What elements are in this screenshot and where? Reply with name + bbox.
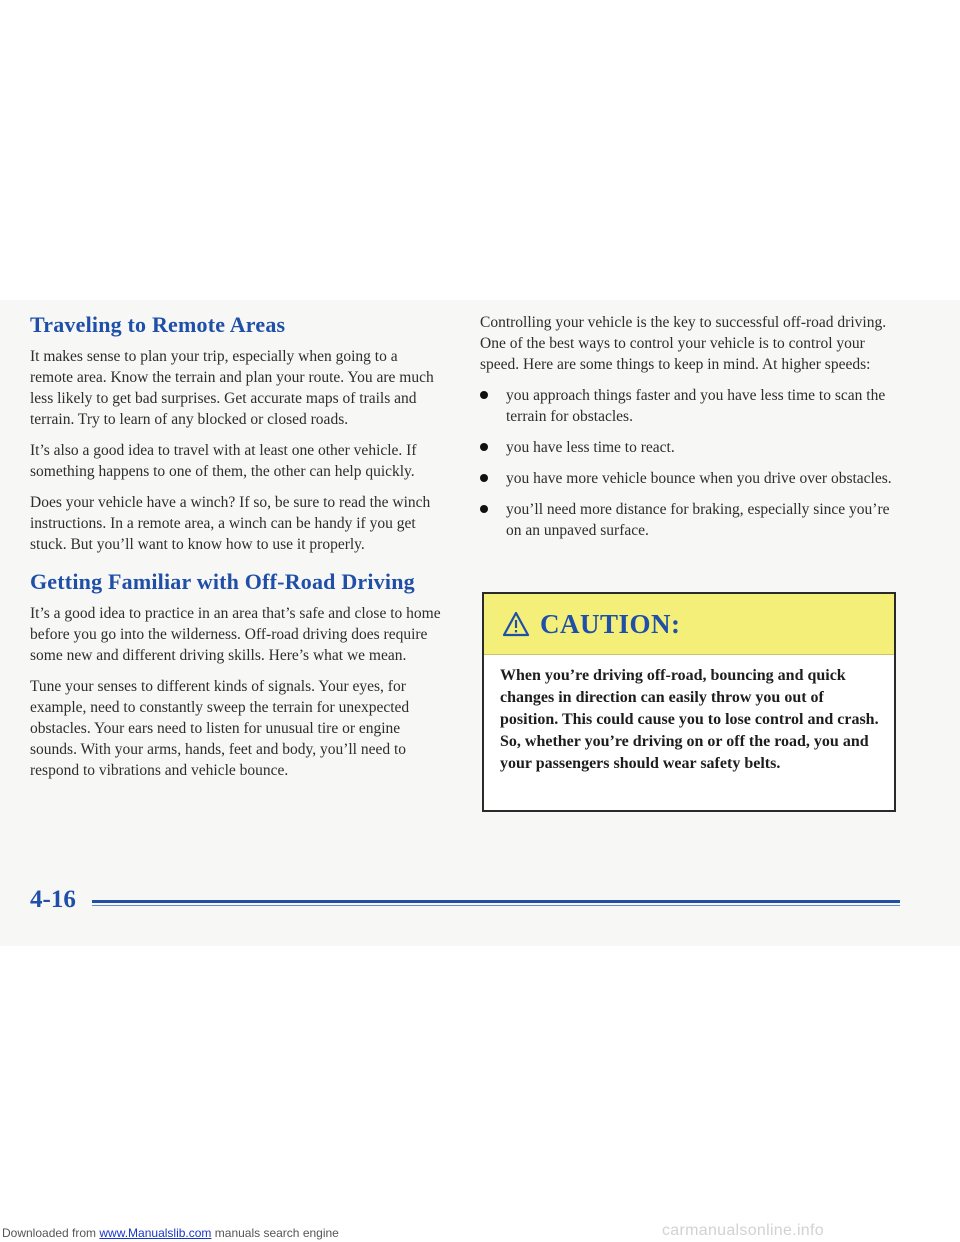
heading-off-road-driving: Getting Familiar with Off-Road Driving (30, 569, 415, 594)
right-column (480, 312, 900, 551)
speed-bullet-list (480, 385, 900, 541)
warning-triangle-icon (502, 611, 530, 637)
list-item-text: you have more vehicle bounce when you drive over obstacles. (506, 470, 892, 487)
paragraph: Tune your senses to different kinds of signals. Your eyes, for example, need to constantly sweep the terrain for unexpected obstacles. Your ears need to listen for unusual tire or engine sounds. With your arms, hands, feet and body, you’ll need to respond to vibrations and vehicle bounce. (30, 678, 410, 779)
heading-remote-areas: Traveling to Remote Areas (30, 312, 286, 337)
footer-rule (92, 900, 900, 903)
caution-title: CAUTION: (540, 608, 681, 639)
watermark: carmanualsonline.info (662, 1222, 824, 1239)
list-item-text: you’ll need more distance for braking, especially since you’re on an unpaved surface. (506, 501, 890, 539)
footer-rule-thin (92, 905, 900, 906)
caution-header (484, 594, 894, 655)
bullet-icon (480, 443, 488, 451)
list-item-text: you have less time to react. (506, 439, 675, 456)
caution-box (482, 592, 896, 812)
list-item (480, 437, 900, 458)
manualslib-link[interactable]: www.Manualslib.com (99, 1226, 212, 1240)
left-column (30, 312, 442, 791)
paragraph: It’s also a good idea to travel with at least one other vehicle. If something happens to one of them, the other can help quickly. (30, 442, 417, 480)
intro-paragraph: Controlling your vehicle is the key to successful off-road driving. One of the best ways to control your vehicle is to control your speed. Here are some things to keep in mind. At higher speeds: (480, 314, 887, 373)
paragraph: It’s a good idea to practice in an area that’s safe and close to home before you go into the wilderness. Off-road driving does require some new and different driving skills. Here’s what we mean. (30, 605, 441, 664)
download-header (2, 1226, 339, 1240)
bullet-icon (480, 391, 488, 399)
list-item-text: you approach things faster and you have less time to scan the terrain for obstacles. (506, 387, 886, 425)
bullet-icon (480, 505, 488, 513)
list-item (480, 468, 900, 489)
page-number: 4-16 (30, 886, 76, 913)
caution-text: When you’re driving off-road, bouncing and quick changes in direction can easily throw you out of position. This could cause you to lose control and crash. So, whether you’re driving on or off the road, you and your passengers should wear safety belts. (500, 667, 879, 772)
paragraph: It makes sense to plan your trip, especially when going to a remote area. Know the terrain and plan your route. You are much less likely to get bad surprises. Get accurate maps of trails and terrain. Try to learn of any blocked or closed roads. (30, 348, 434, 428)
download-suffix: manuals search engine (211, 1226, 339, 1240)
bullet-icon (480, 474, 488, 482)
list-item (480, 499, 900, 541)
paragraph: Does your vehicle have a winch? If so, be sure to read the winch instructions. In a remote area, a winch can be handy if you get stuck. But you’ll want to know how to use it properly. (30, 494, 431, 553)
download-prefix: Downloaded from (2, 1226, 100, 1240)
list-item (480, 385, 900, 427)
